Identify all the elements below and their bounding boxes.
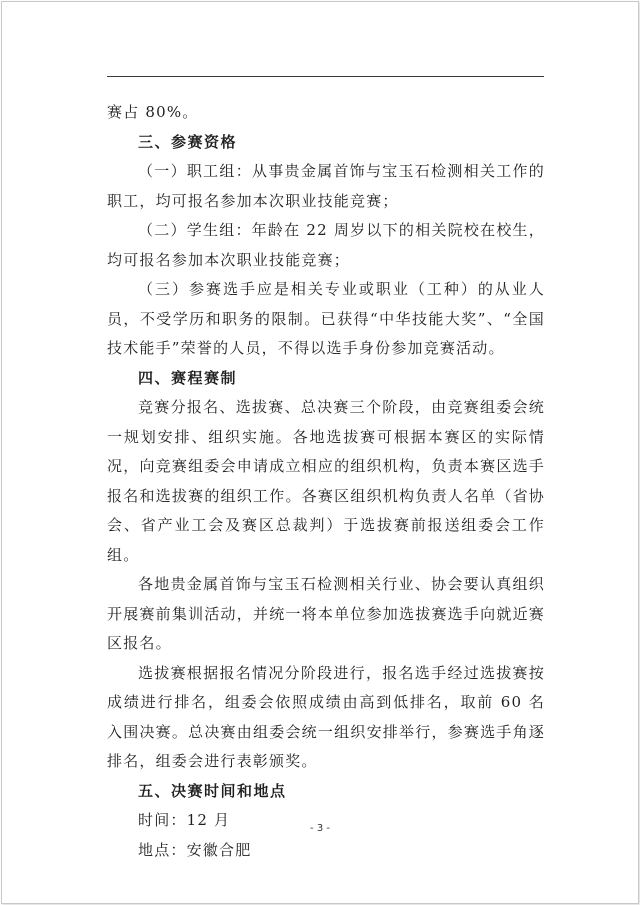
final-place: 地点：安徽合肥 bbox=[138, 840, 252, 859]
section-4-heading: 四、赛程赛制 bbox=[138, 368, 238, 387]
schedule-paragraph-3: 选拔赛根据报名情况分阶段进行，报名选手经过选拔赛按成绩进行排名，组委会依照成绩由高到低排名，取前 60 名入围决赛。总决赛由组委会统一组织安排举行，参赛选手角逐排名，组委会进行表彰颁奖。 bbox=[107, 663, 545, 770]
eligibility-item-1: （一）职工组：从事贵金属首饰与宝玉石检测相关工作的职工，均可报名参加本次职业技能竞赛； bbox=[107, 162, 545, 210]
schedule-paragraph-2: 各地贵金属首饰与宝玉石检测相关行业、协会要认真组织开展赛前集训活动，并统一将本单位参加选拔赛选手向就近赛区报名。 bbox=[107, 575, 545, 652]
page-number: - 3 - bbox=[310, 823, 330, 834]
final-time: 时间：12 月 bbox=[138, 811, 231, 829]
document-body bbox=[107, 98, 545, 865]
top-fragment: 赛占 80%。 bbox=[107, 103, 199, 121]
eligibility-item-2: （二）学生组：年龄在 22 周岁以下的相关院校在校生，均可报名参加本次职业技能竞赛； bbox=[107, 221, 545, 269]
schedule-paragraph-1: 竞赛分报名、选拔赛、总决赛三个阶段，由竞赛组委会统一规划安排、组织实施。各地选拔赛可根据本赛区的实际情况，向竞赛组委会申请成立相应的组织机构，负责本赛区选手报名和选拔赛的组织工作。各赛区组织机构负责人名单（省协会、省产业工会及赛区总裁判）于选拔赛前报送组委会工作组。 bbox=[107, 398, 545, 564]
section-5-heading: 五、决赛时间和地点 bbox=[138, 781, 287, 800]
eligibility-item-3: （三）参赛选手应是相关专业或职业（工种）的从业人员，不受学历和职务的限制。已获得“中华技能大奖”、“全国技术能手”荣誉的人员，不得以选手身份参加竞赛活动。 bbox=[107, 280, 545, 357]
section-3-heading: 三、参赛资格 bbox=[138, 132, 238, 151]
header-rule bbox=[107, 76, 544, 77]
